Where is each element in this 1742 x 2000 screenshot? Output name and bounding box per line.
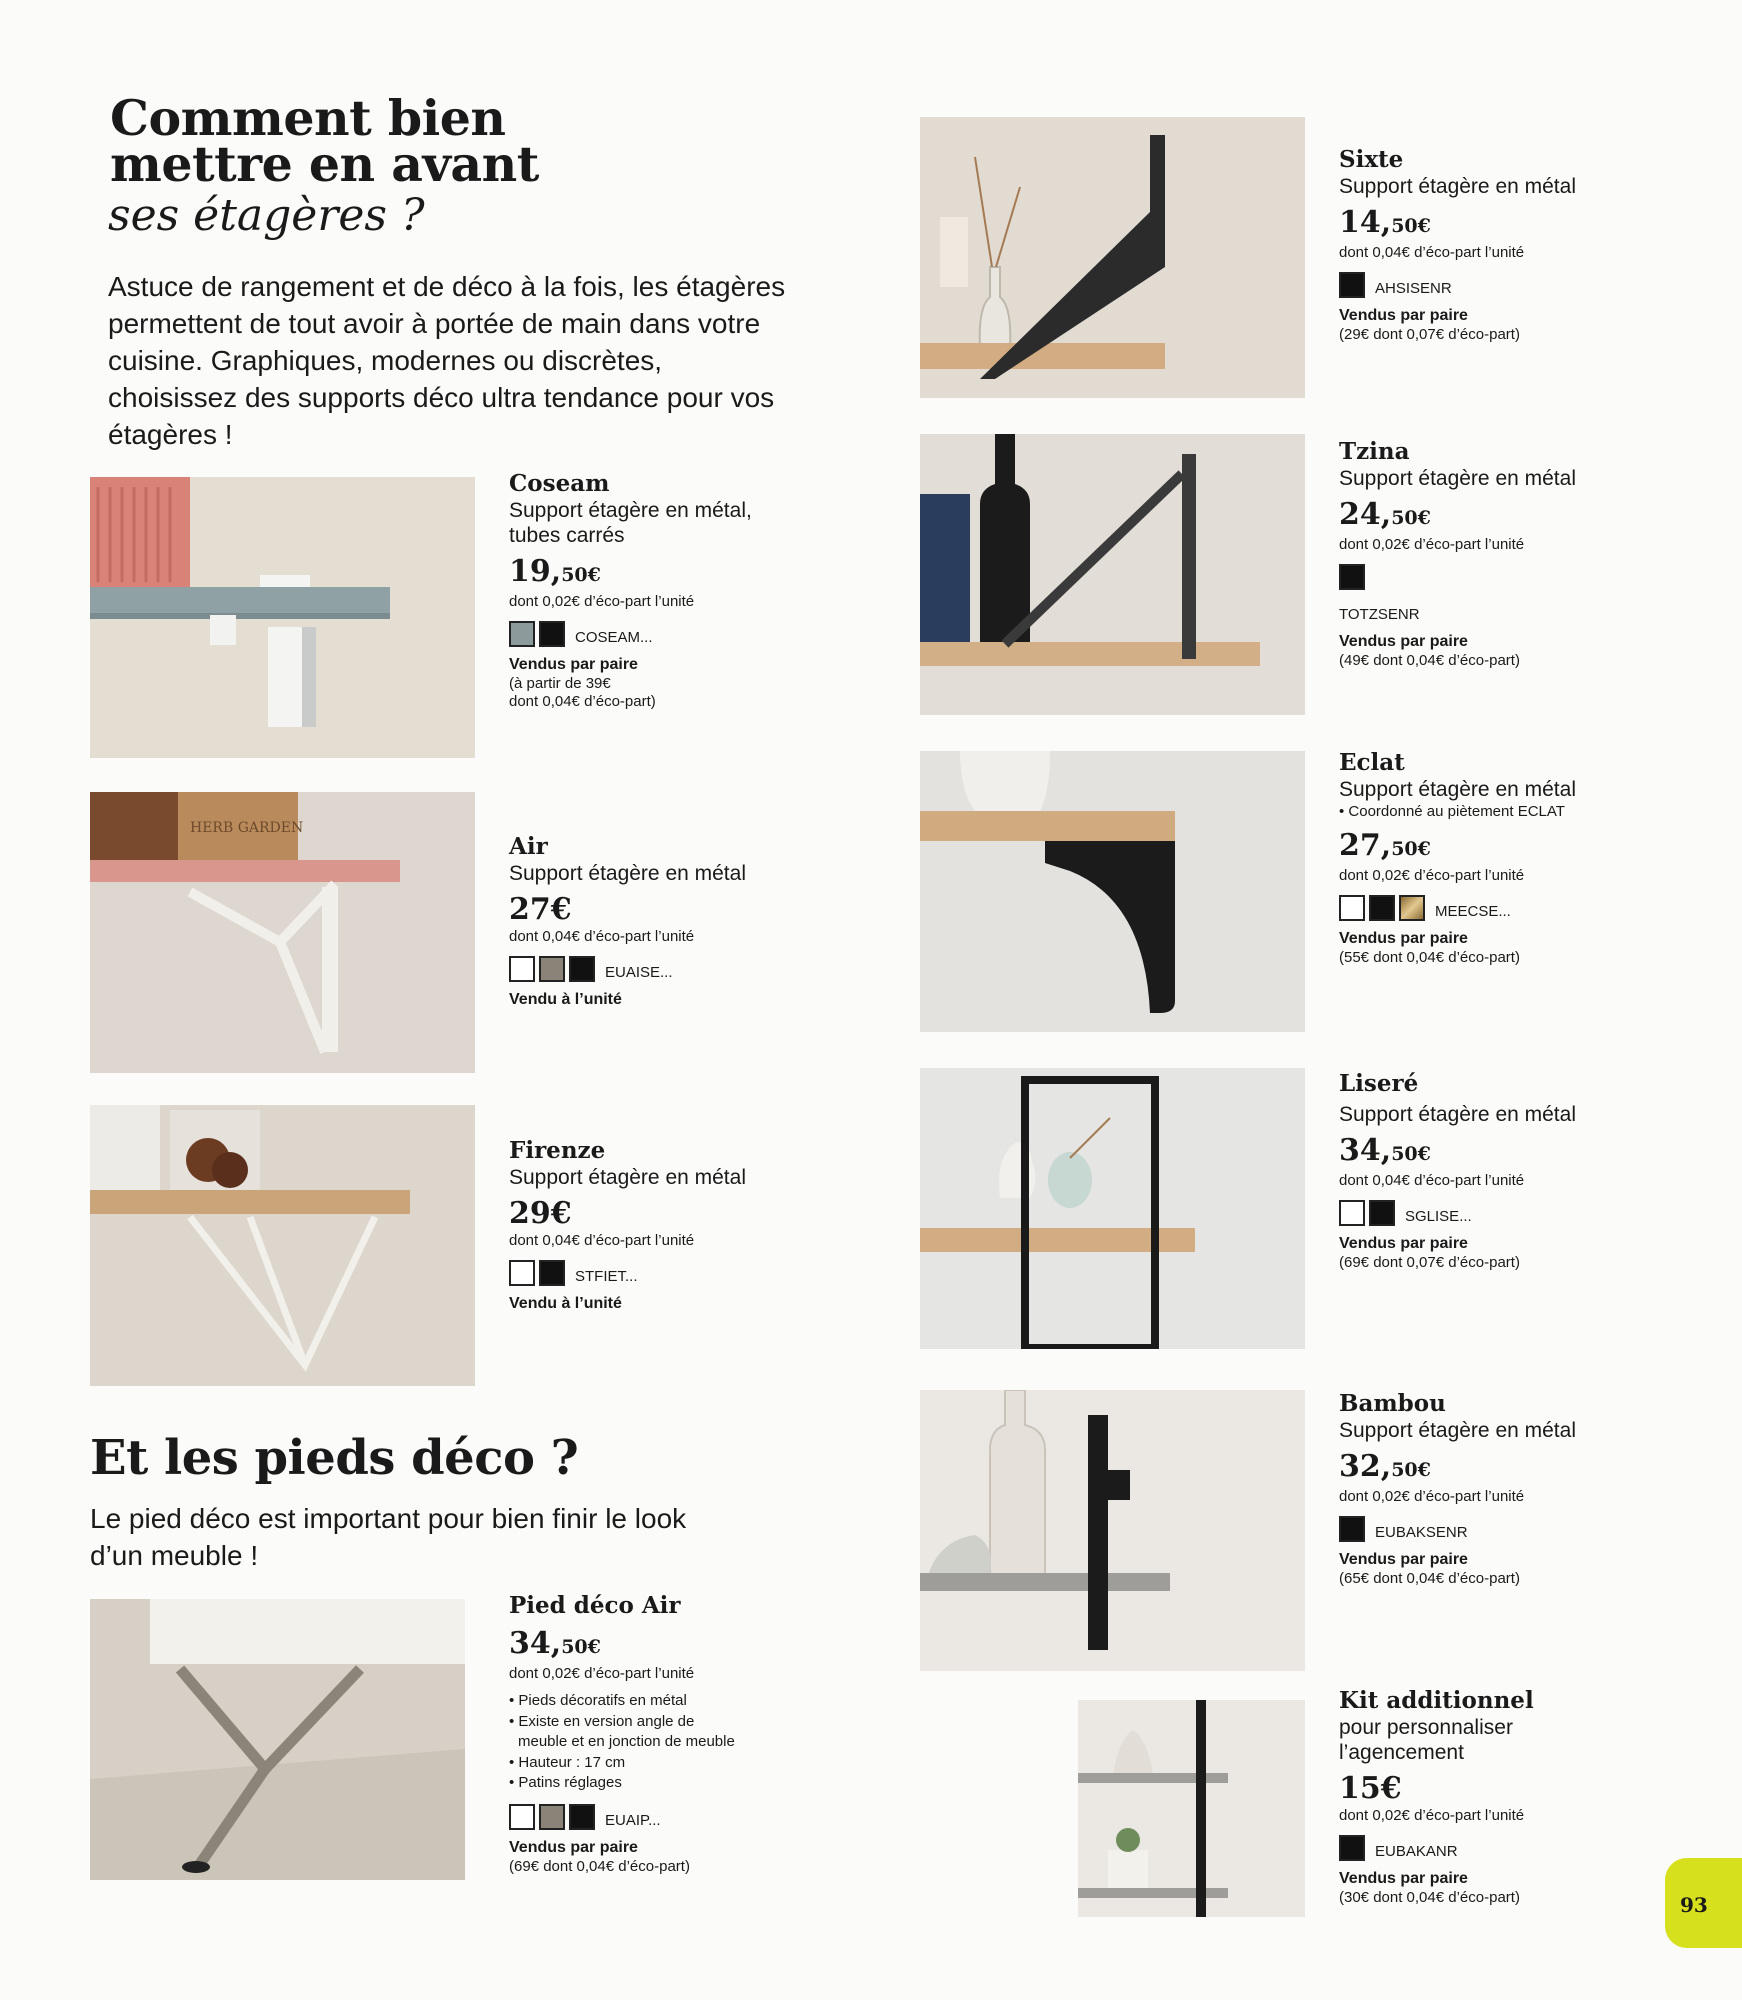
bambou-photo [920,1390,1305,1671]
sold-info: Vendus par paire [1339,930,1468,947]
swatch-black[interactable] [569,1804,595,1830]
product-price [1339,497,1639,536]
color-swatches [1339,893,1639,921]
product-price: 29€ [509,1196,572,1231]
eco-part: dont 0,04€ d’éco-part l’unité [509,1232,695,1249]
product-name: Tzina [1339,438,1410,465]
sold-sub-2: dont 0,04€ d’éco-part) [509,693,656,710]
product-price [1339,1133,1639,1172]
product-price [1339,1449,1639,1488]
product-name: Firenze [509,1137,606,1164]
product-desc: Support étagère en métal, tubes carrés [509,499,752,547]
swatch-black[interactable] [1339,564,1365,590]
product-name: Coseam [509,470,610,497]
section-title-pieds: Et les pieds déco ? [90,1430,579,1486]
feature-list [509,1691,809,1794]
product-name: Bambou [1339,1390,1446,1417]
product-desc: Support étagère en métal [1339,778,1576,801]
swatch-taupe[interactable] [539,1804,565,1830]
product-price: 15€ [1339,1771,1402,1806]
page-number: 93 [1680,1893,1708,1917]
sold-info: Vendu à l’unité [509,1295,622,1312]
swatch-white[interactable] [1339,1200,1365,1226]
product-name: Pied déco Air [509,1592,681,1619]
product-bambou [1339,1390,1639,1588]
color-swatches [1339,1833,1629,1861]
swatch-white[interactable] [1339,895,1365,921]
intro-text: Astuce de rangement et de déco à la fois, les étagères permettent de tout avoir à portée de main dans votre cuisine. Graphiques, modernes ou discrètes, choisissez des supports déco ultra tendance pour vos étagères ! [108,271,786,450]
sold-sub: (69€ dont 0,07€ d’éco-part) [1339,1254,1520,1271]
sold-sub: (65€ dont 0,04€ d’éco-part) [1339,1570,1520,1587]
price-main: 32, [1339,1449,1392,1484]
ref-code: STFIET... [575,1268,638,1285]
sold-sub: (à partir de 39€ [509,675,611,692]
color-swatches [509,1258,809,1286]
eclat-photo [920,751,1305,1032]
product-name: Sixte [1339,146,1404,173]
product-name: Liseré [1339,1070,1419,1097]
product-desc: Support étagère en métal [509,1166,746,1189]
product-kit [1339,1687,1629,1907]
sold-info: Vendus par paire [1339,307,1468,324]
ref-code: EUAIP... [605,1811,661,1829]
title-script: ses étagères ? [108,190,425,241]
ref-code: SGLISE... [1405,1208,1472,1225]
product-price [1339,205,1639,244]
ref-code: COSEAM... [575,629,653,646]
coseam-photo [90,477,475,758]
swatch-taupe[interactable] [539,956,565,982]
product-price [509,1626,809,1665]
eco-part: dont 0,02€ d’éco-part l’unité [1339,1488,1525,1505]
lisere-photo [920,1068,1305,1349]
pied-air-photo [90,1599,465,1880]
price-cents: 50€ [1391,838,1431,860]
ref-code: EUAISE... [605,964,673,981]
ref-code: EUBAKSENR [1375,1524,1468,1541]
swatch-black[interactable] [539,621,565,647]
ref-code: AHSISENR [1375,280,1452,297]
product-lisere [1339,1070,1639,1272]
eco-part: dont 0,02€ d’éco-part l’unité [509,1665,695,1682]
ref-code: MEECSE... [1435,903,1511,920]
product-price [1339,828,1639,867]
price-cents: 50€ [561,564,601,586]
color-swatches [509,1802,809,1830]
product-name: Air [509,833,548,860]
product-sixte [1339,146,1639,344]
product-desc: Support étagère en métal [1339,175,1576,198]
price-cents: 50€ [1391,215,1431,237]
product-desc: Support étagère en métal [1339,467,1576,490]
sold-info: Vendu à l’unité [509,991,622,1008]
eco-part: dont 0,04€ d’éco-part l’unité [509,928,695,945]
feature-item: • Patins réglages [509,1774,622,1791]
price-cents: 50€ [1391,1143,1431,1165]
sold-sub: (49€ dont 0,04€ d’éco-part) [1339,652,1520,669]
swatch-black[interactable] [539,1260,565,1286]
eco-part: dont 0,02€ d’éco-part l’unité [509,593,695,610]
sold-info: Vendus par paire [1339,633,1468,650]
ref-code: EUBAKANR [1375,1843,1458,1860]
swatch-black[interactable] [569,956,595,982]
eco-part: dont 0,02€ d’éco-part l’unité [1339,1807,1525,1824]
title-line-1: Comment bien [110,89,506,147]
product-note: • Coordonné au piètement ECLAT [1339,803,1565,820]
feature-item: meuble et en jonction de meuble [518,1733,735,1750]
swatch-white[interactable] [509,956,535,982]
product-desc: Support étagère en métal [1339,1419,1576,1442]
product-coseam [509,470,809,711]
kit-photo [1078,1700,1305,1917]
price-main: 14, [1339,205,1392,240]
swatch-black[interactable] [1339,272,1365,298]
swatch-white[interactable] [509,1260,535,1286]
product-name: Kit additionnel [1339,1687,1534,1714]
price-main: 27, [1339,828,1392,863]
sold-info: Vendus par paire [1339,1870,1468,1887]
price-cents: 50€ [1391,507,1431,529]
feature-item: • Existe en version angle de [509,1712,695,1730]
sold-sub: (55€ dont 0,04€ d’éco-part) [1339,949,1520,966]
price-main: 34, [1339,1133,1392,1168]
product-desc: pour personnaliser l’agencement [1339,1716,1513,1764]
swatch-black[interactable] [1369,895,1395,921]
eco-part: dont 0,04€ d’éco-part l’unité [1339,244,1525,261]
sold-sub: (29€ dont 0,07€ d’éco-part) [1339,326,1520,343]
product-eclat [1339,749,1639,967]
feature-item: • Hauteur : 17 cm [509,1753,626,1771]
sold-info: Vendus par paire [1339,1235,1468,1252]
swatch-black[interactable] [1339,1516,1365,1542]
swatch-white[interactable] [509,1804,535,1830]
product-firenze [509,1137,809,1314]
eco-part: dont 0,02€ d’éco-part l’unité [1339,867,1525,884]
color-swatches [509,954,809,982]
price-cents: 50€ [1391,1459,1431,1481]
garden-label: HERB GARDEN [190,820,304,836]
product-desc: Support étagère en métal [1339,1103,1576,1126]
sold-sub: (30€ dont 0,04€ d’éco-part) [1339,1889,1520,1906]
product-name: Eclat [1339,749,1405,776]
color-swatches [509,619,809,647]
tzina-photo [920,434,1305,715]
sold-info: Vendus par paire [1339,1551,1468,1568]
color-swatches [1339,1514,1639,1542]
swatch-black[interactable] [1369,1200,1395,1226]
firenze-photo [90,1105,475,1386]
color-swatches [1339,1198,1639,1226]
sold-info: Vendus par paire [509,656,638,673]
price-main: 34, [509,1626,562,1661]
page-title [110,89,539,193]
color-swatches [1339,270,1639,298]
sold-info: Vendus par paire [509,1838,638,1856]
product-air [509,833,809,1010]
product-tzina [1339,438,1639,670]
air-photo [90,792,475,1073]
product-price: 27€ [509,892,572,927]
color-swatches [1339,562,1639,590]
swatch-grey-blue[interactable] [509,621,535,647]
eco-part: dont 0,02€ d’éco-part l’unité [1339,536,1525,553]
title-line-2: mettre en avant [110,135,539,193]
price-cents: 50€ [561,1636,601,1658]
pieds-text: Le pied déco est important pour bien finir le look d’un meuble ! [90,1503,687,1571]
swatch-black[interactable] [1339,1835,1365,1861]
feature-item: • Pieds décoratifs en métal [509,1692,687,1709]
sixte-photo [920,117,1305,398]
product-pied-air [509,1592,809,1876]
sold-sub: (69€ dont 0,04€ d’éco-part) [509,1857,690,1875]
product-price [509,554,809,593]
price-main: 19, [509,554,562,589]
price-main: 24, [1339,497,1392,532]
ref-code: TOTZSENR [1339,606,1420,623]
swatch-gold[interactable] [1399,895,1425,921]
product-desc: Support étagère en métal [509,862,746,885]
eco-part: dont 0,04€ d’éco-part l’unité [1339,1172,1525,1189]
